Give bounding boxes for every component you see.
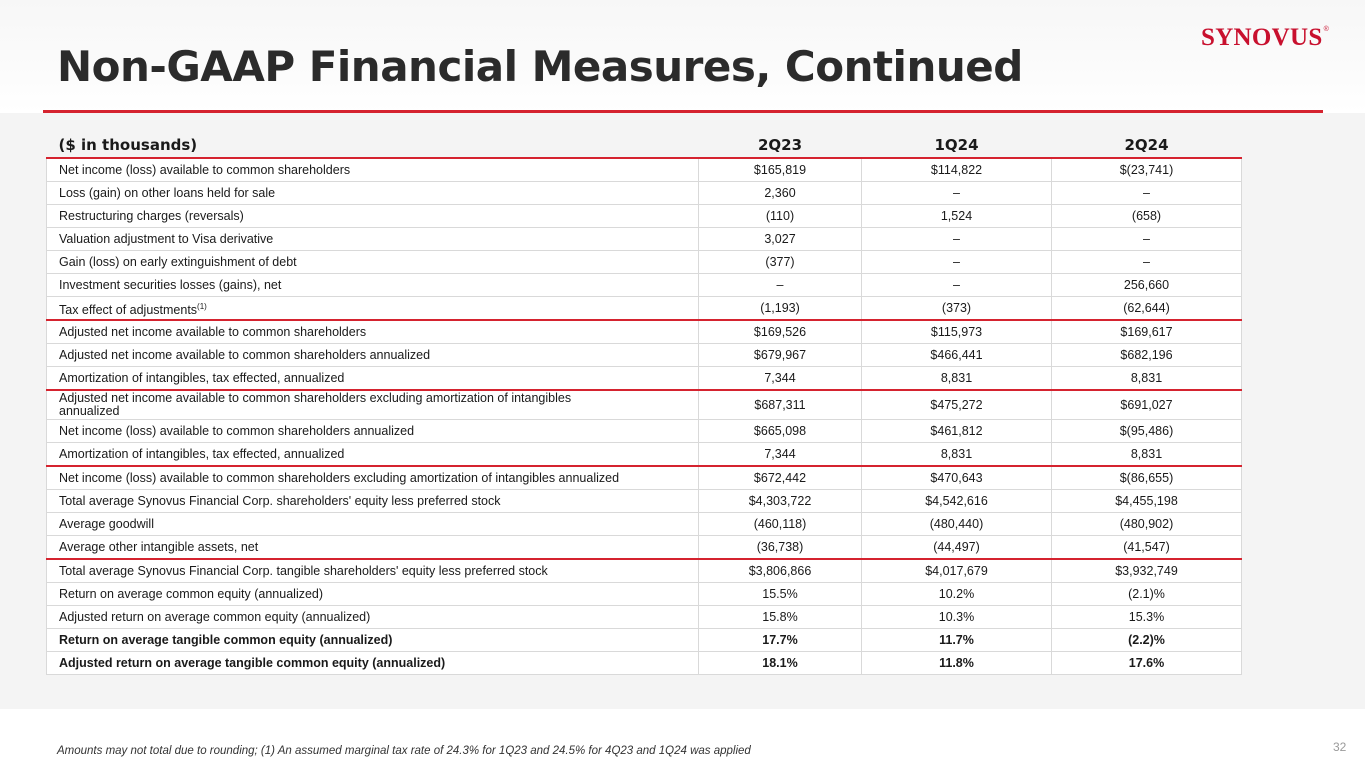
row-label-text: Adjusted net income available to common shareholders excluding amortization of intangibles annualized <box>59 391 572 418</box>
cell-2q24: $169,617 <box>1052 320 1242 344</box>
cell-2q24: $(86,655) <box>1052 466 1242 490</box>
table-row <box>47 367 1242 391</box>
row-label <box>47 390 699 420</box>
cell-2q23: – <box>699 274 862 297</box>
cell-1q24: – <box>862 182 1052 205</box>
cell-2q24: $(23,741) <box>1052 158 1242 182</box>
cell-2q24: (62,644) <box>1052 297 1242 321</box>
table-row <box>47 344 1242 367</box>
footnote: Amounts may not total due to rounding; (1) An assumed marginal tax rate of 24.3% for 1Q23 and 24.5% for 4Q23 and 1Q24 was applied <box>57 745 751 757</box>
cell-2q24: (658) <box>1052 205 1242 228</box>
table-row <box>47 559 1242 583</box>
row-label-text: Tax effect of adjustments <box>59 302 198 317</box>
cell-2q23: $4,303,722 <box>699 490 862 513</box>
row-label: Net income (loss) available to common shareholders <box>47 158 699 182</box>
cell-1q24: $115,973 <box>862 320 1052 344</box>
slide-title: Non-GAAP Financial Measures, Continued <box>57 42 1023 91</box>
footnote-marker: (1) <box>197 301 207 311</box>
table-row <box>47 390 1242 420</box>
row-label: Amortization of intangibles, tax effected, annualized <box>47 443 699 467</box>
cell-2q23: (377) <box>699 251 862 274</box>
cell-2q24: 15.3% <box>1052 606 1242 629</box>
cell-1q24: $475,272 <box>862 390 1052 420</box>
row-label: Net income (loss) available to common shareholders annualized <box>47 420 699 443</box>
cell-1q24: $4,017,679 <box>862 559 1052 583</box>
table-row <box>47 320 1242 344</box>
table-row <box>47 536 1242 560</box>
column-header-2q23: 2Q23 <box>699 133 862 158</box>
cell-2q23: 15.8% <box>699 606 862 629</box>
cell-2q24: – <box>1052 182 1242 205</box>
row-label: Valuation adjustment to Visa derivative <box>47 228 699 251</box>
column-header-units: ($ in thousands) <box>47 133 699 158</box>
table-row <box>47 228 1242 251</box>
cell-1q24: $4,542,616 <box>862 490 1052 513</box>
title-divider <box>43 110 1323 113</box>
row-label: Net income (loss) available to common shareholders excluding amortization of intangibles annualized <box>47 466 699 490</box>
non-gaap-table <box>46 133 1242 675</box>
row-label: Adjusted return on average common equity (annualized) <box>47 606 699 629</box>
table-row <box>47 606 1242 629</box>
row-label: Gain (loss) on early extinguishment of debt <box>47 251 699 274</box>
cell-1q24: 11.7% <box>862 629 1052 652</box>
cell-1q24: 1,524 <box>862 205 1052 228</box>
cell-2q23: 18.1% <box>699 652 862 675</box>
row-label: Return on average tangible common equity (annualized) <box>47 629 699 652</box>
logo-wordmark: SYNOVUS <box>1201 24 1323 51</box>
table-row <box>47 490 1242 513</box>
cell-1q24: (480,440) <box>862 513 1052 536</box>
table-row <box>47 205 1242 228</box>
cell-1q24: – <box>862 251 1052 274</box>
cell-1q24: – <box>862 228 1052 251</box>
table-row <box>47 420 1242 443</box>
cell-1q24: (44,497) <box>862 536 1052 560</box>
cell-2q24: $691,027 <box>1052 390 1242 420</box>
cell-2q23: (1,193) <box>699 297 862 321</box>
row-label: Adjusted net income available to common shareholders annualized <box>47 344 699 367</box>
cell-2q24: (2.1)% <box>1052 583 1242 606</box>
row-label: Total average Synovus Financial Corp. shareholders' equity less preferred stock <box>47 490 699 513</box>
cell-2q24: 8,831 <box>1052 367 1242 391</box>
cell-1q24: 8,831 <box>862 443 1052 467</box>
cell-2q24: 8,831 <box>1052 443 1242 467</box>
cell-2q24: $682,196 <box>1052 344 1242 367</box>
synovus-logo <box>1201 24 1329 52</box>
table-header-row <box>47 133 1242 158</box>
cell-2q23: 7,344 <box>699 443 862 467</box>
cell-2q23: $3,806,866 <box>699 559 862 583</box>
column-header-1q24: 1Q24 <box>862 133 1052 158</box>
cell-2q23: 7,344 <box>699 367 862 391</box>
row-label: Adjusted net income available to common shareholders <box>47 320 699 344</box>
cell-2q23: $672,442 <box>699 466 862 490</box>
cell-2q23: $169,526 <box>699 320 862 344</box>
cell-2q24: (2.2)% <box>1052 629 1242 652</box>
cell-2q24: 17.6% <box>1052 652 1242 675</box>
row-label: Restructuring charges (reversals) <box>47 205 699 228</box>
row-label: Total average Synovus Financial Corp. tangible shareholders' equity less preferred stock <box>47 559 699 583</box>
cell-1q24: $470,643 <box>862 466 1052 490</box>
cell-2q23: 15.5% <box>699 583 862 606</box>
cell-1q24: (373) <box>862 297 1052 321</box>
row-label: Loss (gain) on other loans held for sale <box>47 182 699 205</box>
cell-1q24: 10.2% <box>862 583 1052 606</box>
cell-1q24: $461,812 <box>862 420 1052 443</box>
table-row <box>47 251 1242 274</box>
row-label <box>47 297 699 321</box>
cell-1q24: $114,822 <box>862 158 1052 182</box>
cell-1q24: $466,441 <box>862 344 1052 367</box>
cell-2q23: $165,819 <box>699 158 862 182</box>
cell-2q23: (460,118) <box>699 513 862 536</box>
cell-2q23: 17.7% <box>699 629 862 652</box>
cell-2q24: $(95,486) <box>1052 420 1242 443</box>
page-number: 32 <box>1333 740 1347 754</box>
row-label: Average goodwill <box>47 513 699 536</box>
cell-2q24: – <box>1052 251 1242 274</box>
table-row <box>47 274 1242 297</box>
cell-1q24: 8,831 <box>862 367 1052 391</box>
cell-2q24: 256,660 <box>1052 274 1242 297</box>
row-label: Average other intangible assets, net <box>47 536 699 560</box>
cell-2q24: $4,455,198 <box>1052 490 1242 513</box>
table-row <box>47 583 1242 606</box>
table-row <box>47 629 1242 652</box>
table-row <box>47 443 1242 467</box>
row-label: Investment securities losses (gains), net <box>47 274 699 297</box>
table-row <box>47 297 1242 321</box>
cell-2q23: (110) <box>699 205 862 228</box>
cell-2q23: $665,098 <box>699 420 862 443</box>
table-row <box>47 652 1242 675</box>
cell-2q23: (36,738) <box>699 536 862 560</box>
cell-2q24: (480,902) <box>1052 513 1242 536</box>
cell-2q23: $687,311 <box>699 390 862 420</box>
cell-2q24: (41,547) <box>1052 536 1242 560</box>
cell-2q23: 2,360 <box>699 182 862 205</box>
table-row <box>47 182 1242 205</box>
cell-1q24: – <box>862 274 1052 297</box>
table-row <box>47 466 1242 490</box>
row-label: Amortization of intangibles, tax effected, annualized <box>47 367 699 391</box>
cell-2q24: $3,932,749 <box>1052 559 1242 583</box>
table-row <box>47 513 1242 536</box>
table-row <box>47 158 1242 182</box>
cell-2q23: $679,967 <box>699 344 862 367</box>
registered-mark: ® <box>1323 26 1330 33</box>
cell-1q24: 10.3% <box>862 606 1052 629</box>
row-label: Return on average common equity (annualized) <box>47 583 699 606</box>
column-header-2q24: 2Q24 <box>1052 133 1242 158</box>
row-label: Adjusted return on average tangible common equity (annualized) <box>47 652 699 675</box>
cell-2q23: 3,027 <box>699 228 862 251</box>
cell-1q24: 11.8% <box>862 652 1052 675</box>
cell-2q24: – <box>1052 228 1242 251</box>
